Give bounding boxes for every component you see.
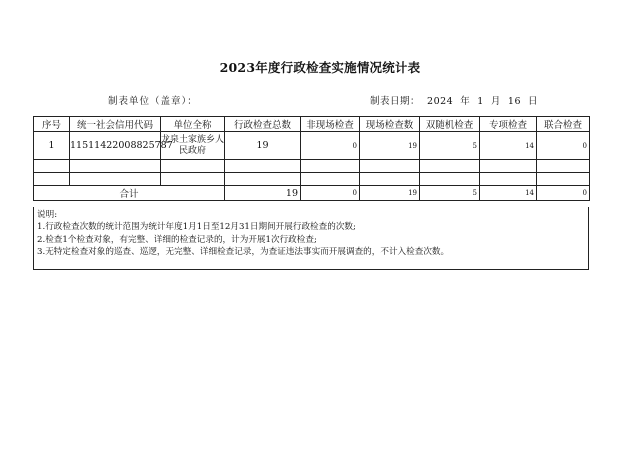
total-offsite: 0 xyxy=(301,186,360,201)
note-item-3: 3.无特定检查对象的巡查、巡逻，无完整、详细检查记录，为查证违法事实而开展调查的，不计入检查次数。 xyxy=(37,247,450,258)
note-item-2: 2.检查1个检查对象，有完整、详细的检查记录的，计为开展1次行政检查; xyxy=(37,234,317,245)
total-label: 合计 xyxy=(34,186,225,201)
total-row xyxy=(34,186,590,201)
header-total: 行政检查总数 xyxy=(225,117,301,132)
note-item-1: 1.行政检查次数的统计范围为统计年度1月1日至12月31日期间开展行政检查的次数; xyxy=(37,222,356,233)
date-label: 制表日期： 2024 年 1 月 16 日 xyxy=(370,96,539,107)
table-row xyxy=(34,132,590,160)
total-random: 5 xyxy=(420,186,480,201)
header-onsite: 现场检查数 xyxy=(360,117,420,132)
header-index: 序号 xyxy=(34,117,70,132)
statistics-table xyxy=(33,116,590,201)
empty-row xyxy=(34,160,590,173)
total-onsite: 19 xyxy=(360,186,420,201)
cell-total: 19 xyxy=(225,132,301,160)
page-title: 2023年度行政检查实施情况统计表 xyxy=(219,60,421,75)
header-credit-code: 统一社会信用代码 xyxy=(70,117,161,132)
cell-joint: 0 xyxy=(537,132,590,160)
notes-heading: 说明: xyxy=(37,210,58,220)
cell-random: 5 xyxy=(420,132,480,160)
total-joint: 0 xyxy=(537,186,590,201)
unit-label: 制表单位（盖章）： xyxy=(108,96,198,107)
header-row xyxy=(34,117,590,132)
header-offsite: 非现场检查 xyxy=(301,117,360,132)
cell-onsite: 19 xyxy=(360,132,420,160)
notes-section xyxy=(33,207,589,270)
empty-row xyxy=(34,173,590,186)
cell-special: 14 xyxy=(480,132,537,160)
cell-unit-name: 龙泉土家族乡人民政府 xyxy=(161,132,225,160)
cell-offsite: 0 xyxy=(301,132,360,160)
cell-credit-code: 11511422008825787 xyxy=(70,132,161,160)
total-total: 19 xyxy=(225,186,301,201)
cell-index: 1 xyxy=(34,132,70,160)
header-joint: 联合检查 xyxy=(537,117,590,132)
header-special: 专项检查 xyxy=(480,117,537,132)
header-unit-name: 单位全称 xyxy=(161,117,225,132)
header-random: 双随机检查 xyxy=(420,117,480,132)
total-special: 14 xyxy=(480,186,537,201)
